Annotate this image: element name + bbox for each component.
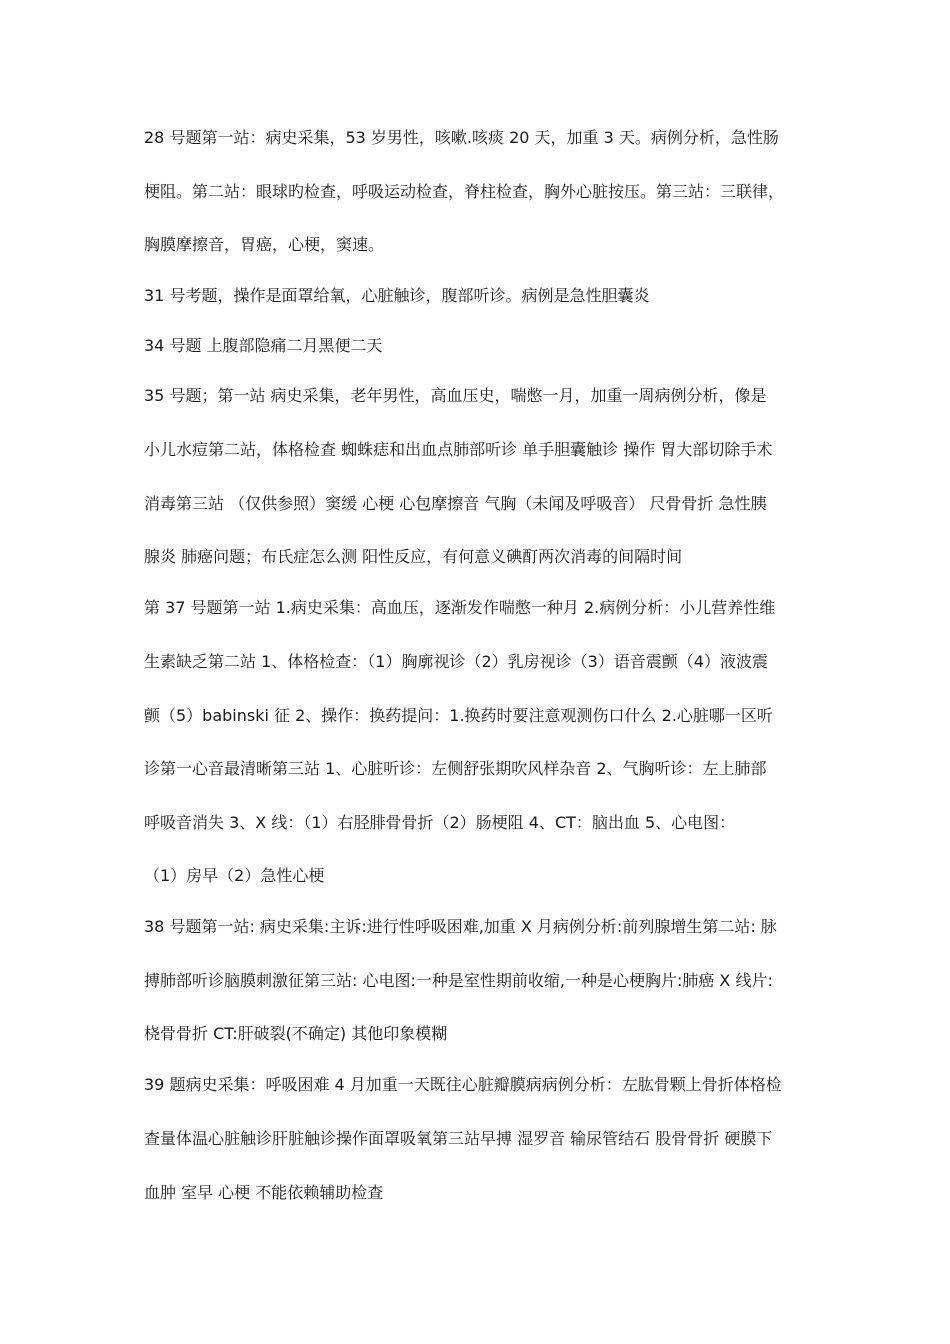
text-line: 38 号题第一站: 病史采集:主诉:进行性呼吸困难,加重 X 月病例分析:前列腺增生第二站: 脉 — [144, 917, 777, 936]
text-line: 31 号考题，操作是面罩给氧，心脏触诊，腹部听诊。病例是急性胆囊炎 — [144, 286, 650, 305]
text-line: 35 号题；第一站 病史采集，老年男性，高血压史，喘憋一月，加重一周病例分析，像是 — [144, 386, 767, 405]
text-line: 诊第一心音最清晰第三站 1、心脏听诊：左侧舒张期吹风样杂音 2、气胸听诊：左上肺部 — [144, 759, 767, 778]
text-line: 28 号题第一站：病史采集，53 岁男性，咳嗽.咳痰 20 天，加重 3 天。病例分析，急性肠 — [144, 128, 779, 147]
text-line: 第 37 号题第一站 1.病史采集：高血压，逐渐发作喘憋一种月 2.病例分析：小儿营养性维 — [144, 598, 776, 617]
text-line: 消毒第三站 （仅供参照）窦缓 心梗 心包摩擦音 气胸（未闻及呼吸音） 尺骨骨折 急性胰 — [144, 494, 767, 513]
text-line: 梗阻。第二站：眼球旳检查，呼吸运动检查，脊柱检查，胸外心脏按压。第三站：三联律， — [144, 182, 785, 201]
text-line: 小儿水痘第二站，体格检查 蜘蛛痣和出血点肺部听诊 单手胆囊触诊 操作 胃大部切除手术 — [144, 440, 773, 459]
text-line: 生素缺乏第二站 1、体格检查：（1）胸廓视诊（2）乳房视诊（3）语音震颤（4）液波震 — [144, 652, 768, 671]
text-line: 查量体温心脏触诊肝脏触诊操作面罩吸氧第三站早搏 湿罗音 输尿管结石 股骨骨折 硬膜下 — [144, 1129, 773, 1148]
text-line: 腺炎 肺癌问题；布氏症怎么测 阳性反应，有何意义碘酊两次消毒的间隔时间 — [144, 547, 683, 566]
text-line: （1）房早（2）急性心梗 — [144, 866, 325, 885]
text-line: 桡骨骨折 CT:肝破裂(不确定) 其他印象模糊 — [144, 1024, 448, 1043]
text-line: 血肿 室早 心梗 不能依赖辅助检查 — [144, 1183, 384, 1202]
text-line: 呼吸音消失 3、X 线：（1）右胫腓骨骨折（2）肠梗阻 4、CT：脑出血 5、心电图： — [144, 813, 736, 832]
text-line: 39 题病史采集：呼吸困难 4 月加重一天既往心脏瓣膜病病例分析：左肱骨颗上骨折体格检 — [144, 1075, 782, 1094]
text-line: 胸膜摩擦音，胃癌，心梗，窦速。 — [144, 235, 385, 254]
text-line: 搏肺部听诊脑膜刺激征第三站: 心电图:一种是室性期前收缩,一种是心梗胸片:肺癌 X 线片: — [144, 971, 773, 990]
text-line: 颤（5）babinski 征 2、操作：换药提问：1.换药时要注意观测伤口什么 2.心脏哪一区听 — [144, 706, 773, 725]
text-line: 34 号题 上腹部隐痛二月黑便二天 — [144, 336, 383, 355]
